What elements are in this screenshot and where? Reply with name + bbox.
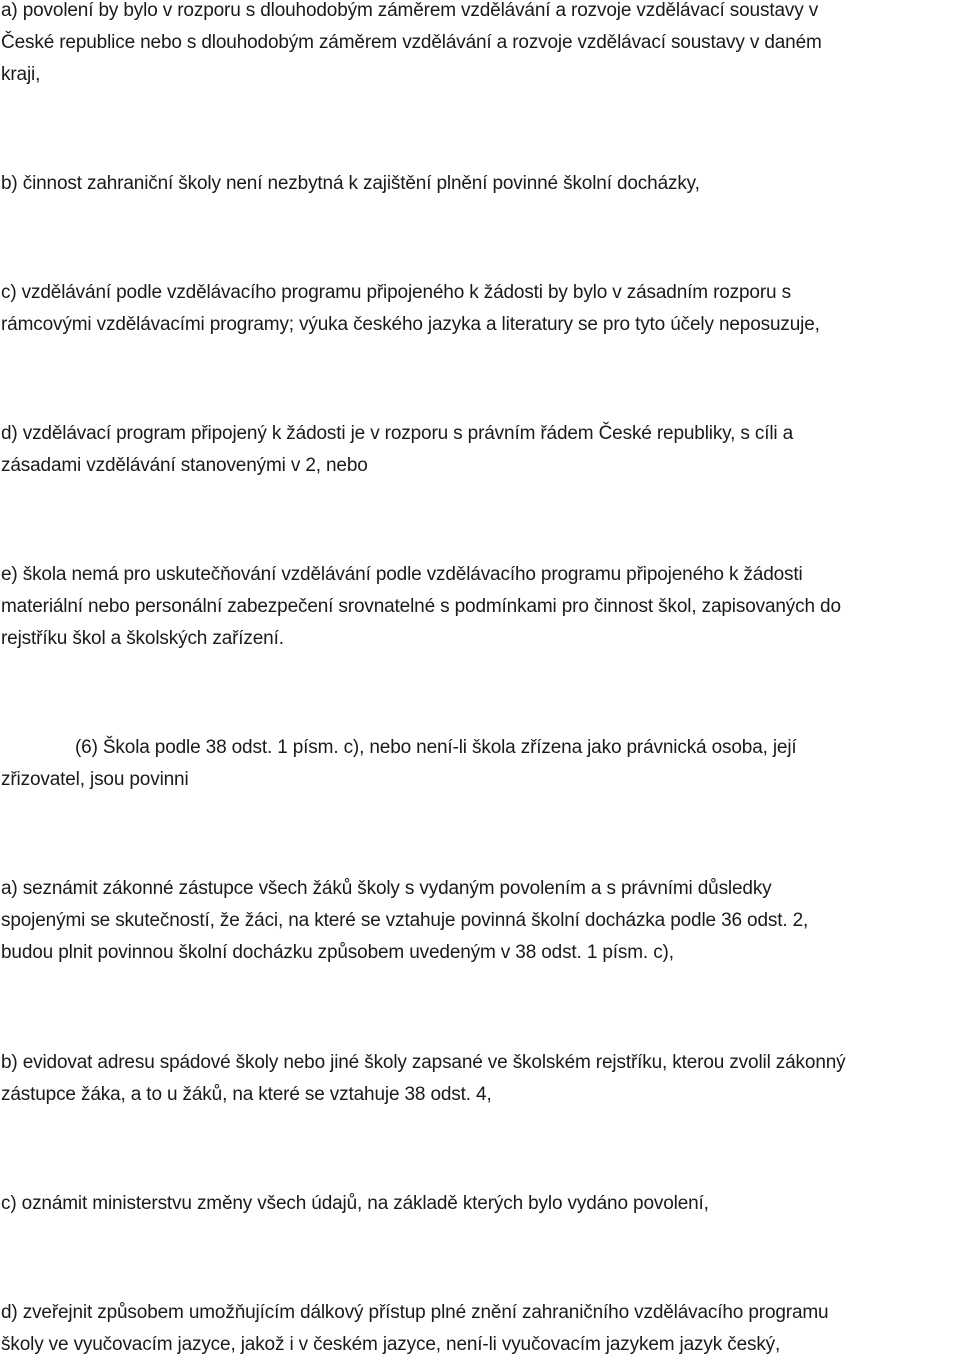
text-line: budou plnit povinnou školní docházku způsobem uvedeným v 38 odst. 1 písm. c), [1, 942, 674, 963]
text-line: zástupce žáka, a to u žáků, na které se vztahuje 38 odst. 4, [1, 1084, 492, 1105]
paragraph-a-rozpor-zamer [1, 0, 959, 91]
paragraph-a-seznamit [1, 873, 959, 969]
text-line: d) zveřejnit způsobem umožňujícím dálkový přístup plné znění zahraničního vzdělávacího programu [1, 1302, 829, 1323]
text-line: b) evidovat adresu spádové školy nebo jiné školy zapsané ve školském rejstříku, kterou zvolil zákonný [1, 1052, 846, 1073]
text-line: rejstříku škol a školských zařízení. [1, 628, 284, 649]
text-line: a) seznámit zákonné zástupce všech žáků školy s vydaným povolením a s právními důsledky [1, 878, 772, 899]
text-line: zásadami vzdělávání stanovenými v 2, nebo [1, 455, 368, 476]
paragraph-d-pravni-rad [1, 418, 959, 482]
text-line: České republice nebo s dlouhodobým záměrem vzdělávání a rozvoje vzdělávací soustavy v daném [1, 32, 822, 53]
text-line: materiální nebo personální zabezpečení srovnatelné s podmínkami pro činnost škol, zapisovaných do [1, 596, 841, 617]
text-line: c) oznámit ministerstvu změny všech údajů, na základě kterých bylo vydáno povolení, [1, 1193, 709, 1214]
text-line: spojenými se skutečností, že žáci, na které se vztahuje povinná školní docházka podle 36 odst. 2, [1, 910, 809, 931]
paragraph-b-cinnost-skoly [1, 168, 959, 200]
paragraph-c-oznamit [1, 1188, 959, 1220]
text-line: a) povolení by bylo v rozporu s dlouhodobým záměrem vzdělávání a rozvoje vzdělávací soustavy v [1, 0, 819, 21]
text-line: kraji, [1, 64, 41, 85]
paragraph-6-povinnosti [1, 732, 959, 796]
text-line: (6) Škola podle 38 odst. 1 písm. c), nebo není-li škola zřízena jako právnická osoba, její [75, 737, 797, 758]
paragraph-e-zabezpeceni [1, 559, 959, 655]
text-line: zřizovatel, jsou povinni [1, 769, 189, 790]
paragraph-c-vzdelavani-program [1, 277, 959, 341]
text-line: d) vzdělávací program připojený k žádosti je v rozporu s právním řádem České republiky, s cíli a [1, 423, 794, 444]
text-line: rámcovými vzdělávacími programy; výuka českého jazyka a literatury se pro tyto účely neposuzuje, [1, 314, 820, 335]
paragraph-b-evidovat [1, 1047, 959, 1111]
paragraph-d-zverejnit [1, 1297, 959, 1361]
text-line: c) vzdělávání podle vzdělávacího programu připojeného k žádosti by bylo v zásadním rozporu s [1, 282, 791, 303]
text-line: školy ve vyučovacím jazyce, jakož i v českém jazyce, není-li vyučovacím jazykem jazyk český, [1, 1334, 781, 1355]
text-line: e) škola nemá pro uskutečňování vzdělávání podle vzdělávacího programu připojeného k žádosti [1, 564, 803, 585]
text-line: b) činnost zahraniční školy není nezbytná k zajištění plnění povinné školní docházky, [1, 173, 700, 194]
